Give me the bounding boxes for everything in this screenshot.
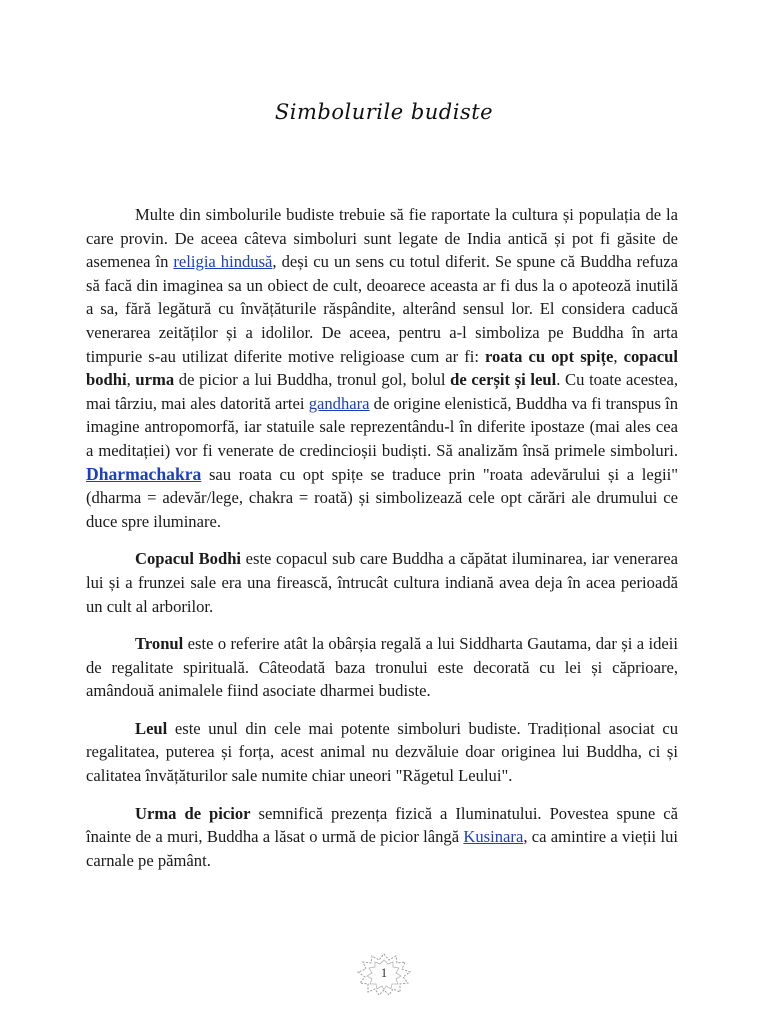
paragraph-intro: Multe din simbolurile budiste trebuie să fie raportate la cultura și populația de la care provin. De aceea câteva simboluri sunt legate de India antică și pot fi găsite de asemenea în religia hindusă, deși cu un sens cu totul diferit. Se spune că Buddha refuza să facă din imaginea sa un obiect de cult, deoarece aceasta ar fi dus la o apoteoză inutilă a sa, fără legătură cu învățăturile răspândite, alterând sensul lor. El considera caducă venerarea zeităților și a idolilor. De aceea, pentru a-l simboliza pe Buddha în arta timpurie s-au utilizat diferite motive religioase cum ar fi: roata cu opt spițe, copacul bodhi, urma de picior a lui Buddha, tronul gol, bolul de cerșit și leul. Cu toate acestea, mai târziu, mai ales datorită artei gandhara de origine elenistică, Buddha va fi transpus în imagine antropomorfă, iar statuile sale reprezentându-l în diferite ipostaze (mai ales cea a meditației) vor fi venerate de credincioșii budiști. Să analizăm însă primele simboluri. Dharmachakra sau roata cu opt spițe se traduce prin "roata adevărului și a legii" (dharma = adevăr/lege, chakra = roată) și simbolizează cele opt cărări ale drumului ce duce spre iluminare.	[86, 205, 679, 531]
bold-urma: urma	[135, 370, 175, 390]
page-number: 1	[380, 965, 388, 980]
bold-roata: roata cu opt spițe	[484, 346, 614, 366]
paragraph-copacul-bodhi: Copacul Bodhi este copacul sub care Buddha a căpătat iluminarea, iar venerarea lui și a frunzei sale era una firească, întrucât cultura indiană avea deja în acea perioadă un cult al arborilor.	[86, 549, 678, 616]
link-gandhara[interactable]: gandhara	[308, 393, 370, 413]
bold-cersit: de cerșit	[450, 370, 511, 390]
paragraph-leul: Leul este unul din cele mai potente simboluri budiste. Tradițional asociat cu regalitatea, puterea și forța, acest animal nu dezvăluie doar originea lui Buddha, ci și calitatea învățăturilor sale numite chiar uneori "Răgetul Leului".	[86, 718, 678, 786]
paragraph-urma-de-picior: Urma de picior semnifică prezența fizică a Iluminatului. Povestea spune că înainte de a muri, Buddha a lăsat o urmă de picior lângă Kusinara, ca amintire a vieții lui carnale pe pământ.	[86, 803, 678, 870]
heading-copacul-bodhi: Copacul Bodhi	[135, 549, 242, 569]
heading-urma-de-picior: Urma de picior	[135, 803, 251, 823]
heading-leul: Leul	[135, 718, 168, 738]
page-number-badge	[356, 953, 412, 995]
link-dharmachakra[interactable]: Dharmachakra	[86, 463, 202, 484]
bold-leul: și leul	[514, 370, 557, 390]
heading-tronul: Tronul	[135, 634, 184, 654]
link-kusinara[interactable]: Kusinara	[463, 827, 524, 847]
bold-copacul: copacul bodhi	[86, 346, 678, 390]
document-body	[86, 203, 678, 886]
page-title: Simbolurile budiste	[274, 100, 494, 124]
paragraph-tronul: Tronul este o referire atât la obârșia regală a lui Siddharta Gautama, dar și a ideii de regalitate spirituală. Câteodată baza tronului este decorată cu lei și căprioare, amândouă animalele fiind asociate dharmei budiste.	[86, 634, 678, 701]
link-religia-hindusa[interactable]: religia hindusă	[173, 252, 273, 272]
